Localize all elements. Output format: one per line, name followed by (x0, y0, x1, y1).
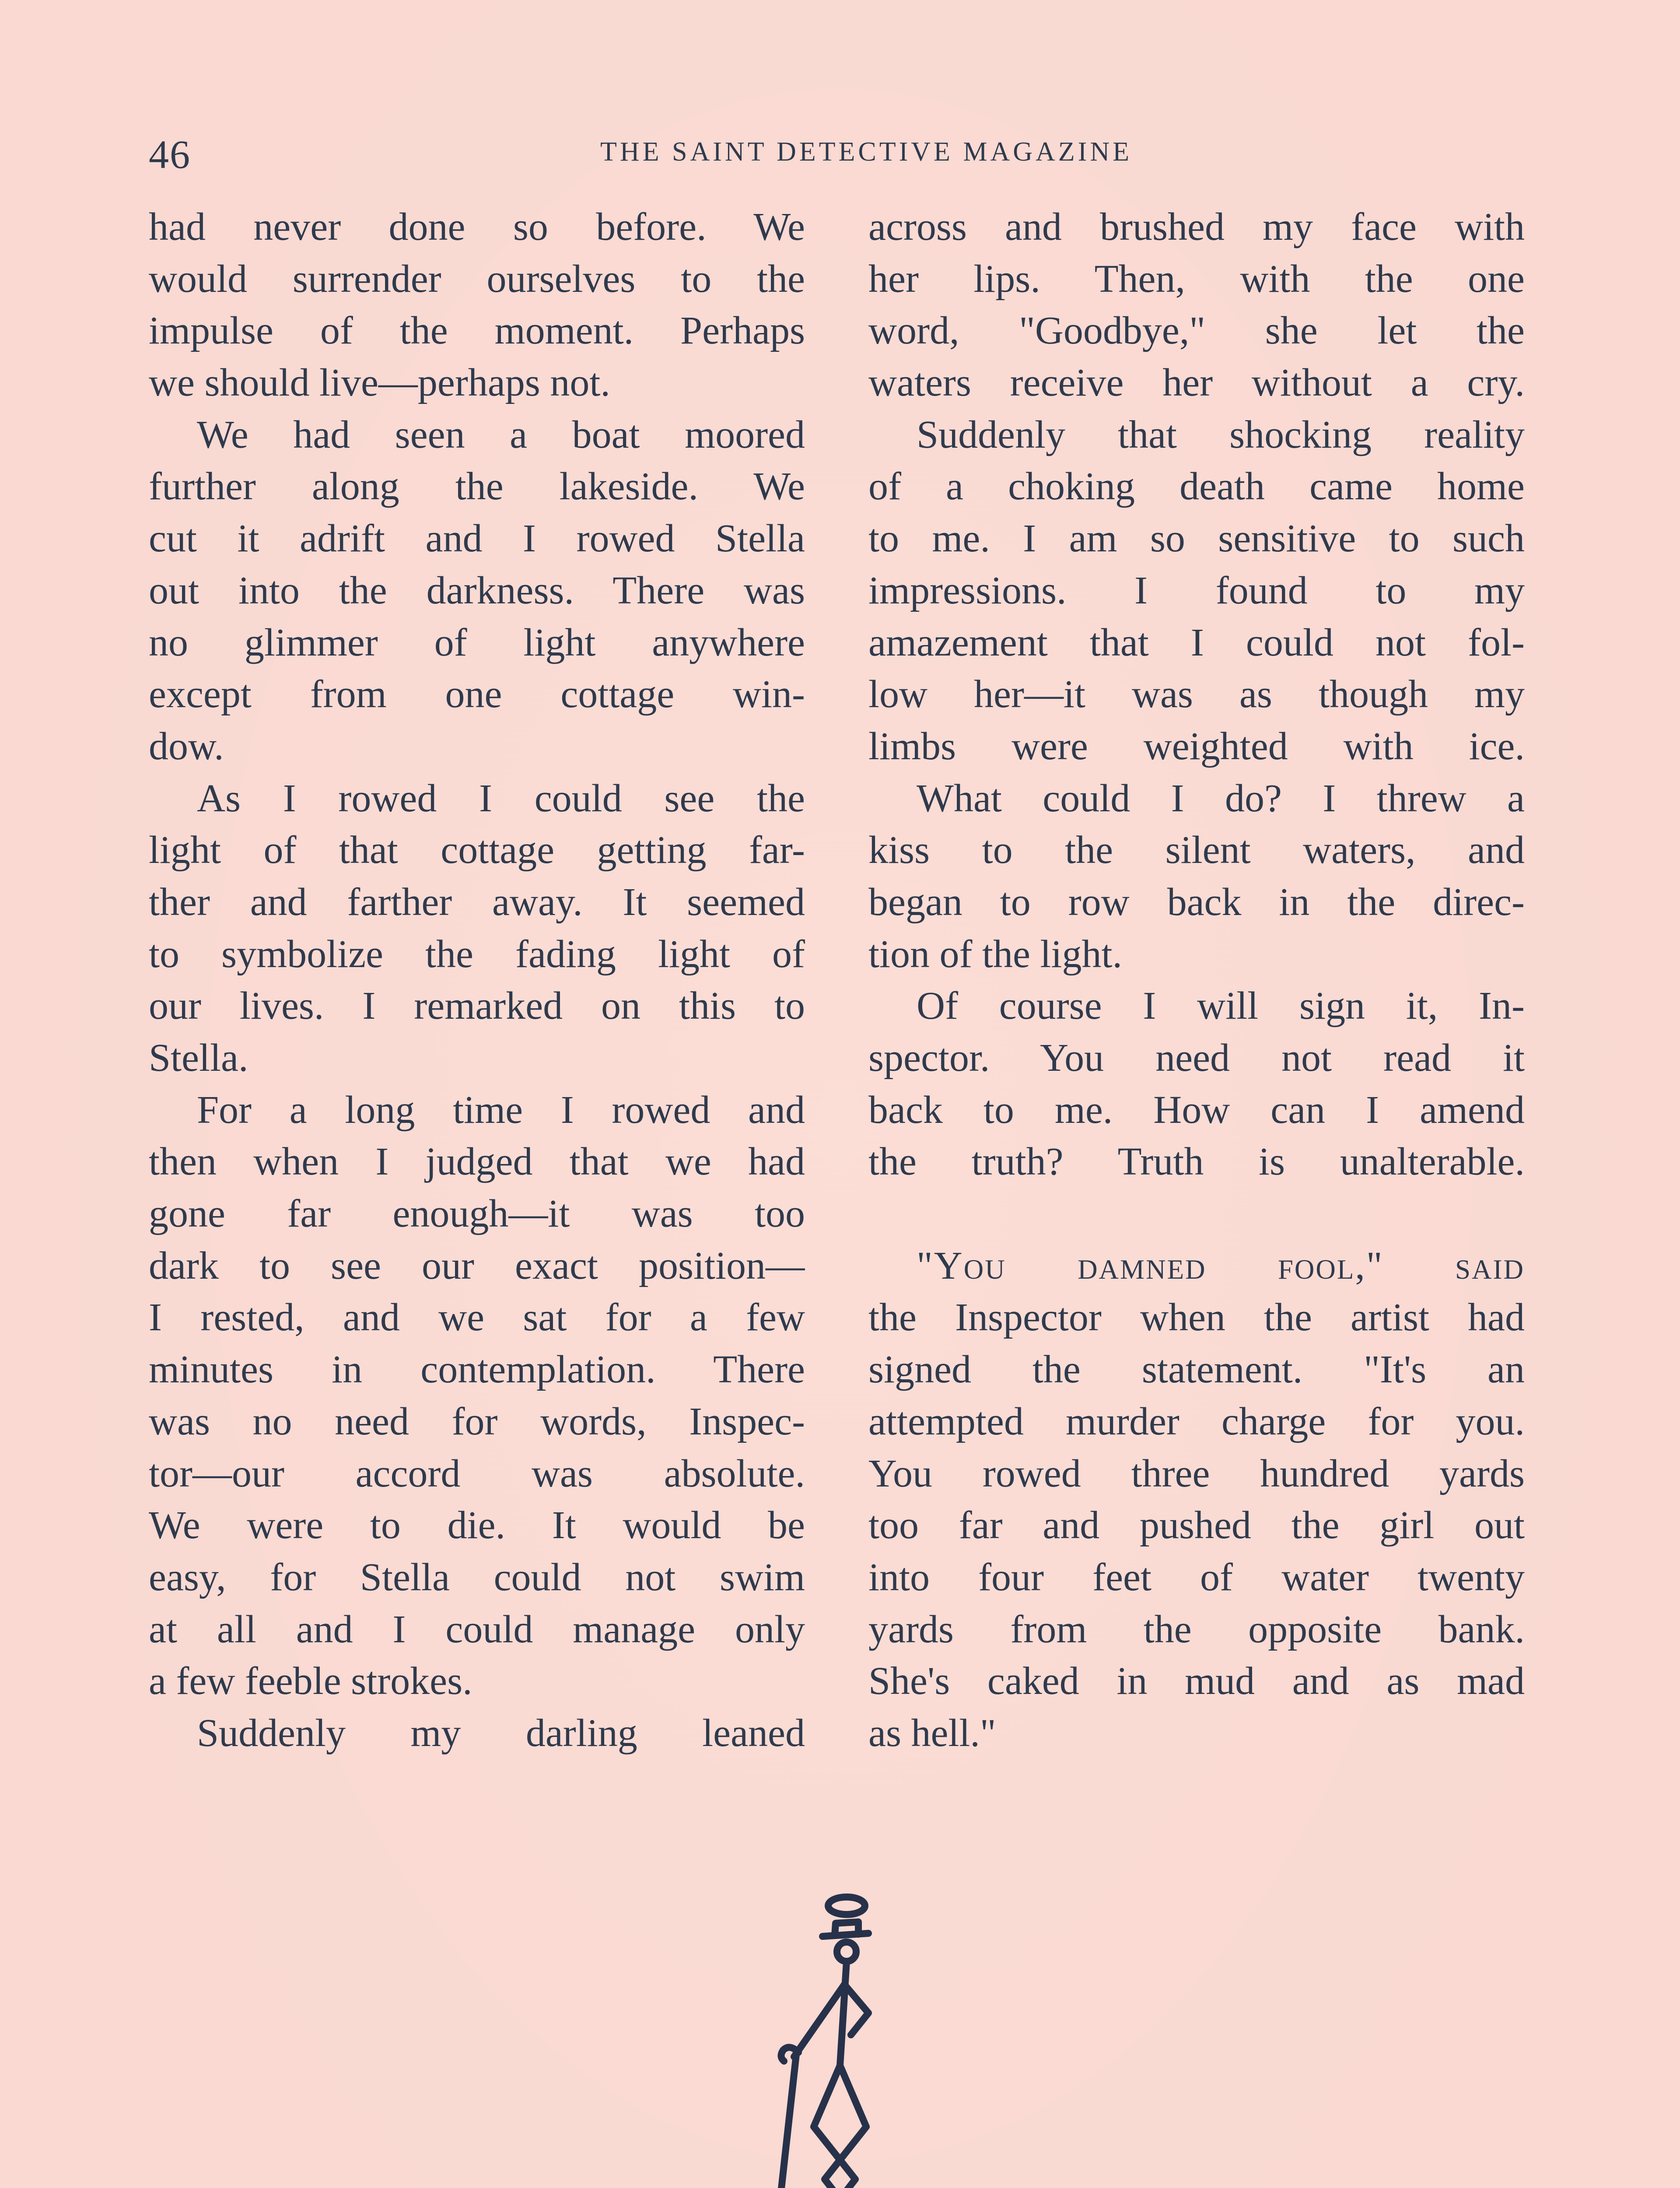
text-line: tion of the light. (868, 932, 1122, 976)
text-line: except from one cottage win- (149, 673, 805, 716)
text-line: Suddenly that shocking reality (917, 413, 1525, 456)
text-line: then when I judged that we had (149, 1140, 805, 1184)
text-line: gone far enough—it was too (149, 1192, 805, 1236)
text-line: began to row back in the direc- (868, 880, 1525, 924)
text-line: Suddenly my darling leaned (197, 1711, 805, 1755)
text-line: limbs were weighted with ice. (868, 724, 1525, 768)
text-line: our lives. I remarked on this to (149, 984, 805, 1028)
page-header (149, 131, 1531, 175)
text-line: You rowed three hundred yards (868, 1452, 1525, 1495)
text-line: attempted murder charge for you. (868, 1399, 1525, 1443)
text-line: "You damned fool," said (917, 1244, 1525, 1287)
text-line: light of that cottage getting far- (149, 828, 805, 872)
left-text-column (149, 201, 805, 1760)
text-line: kiss to the silent waters, and (868, 828, 1525, 872)
text-line: further along the lakeside. We (149, 465, 805, 508)
text-line: cut it adrift and I rowed Stella (149, 517, 805, 561)
right-text-column (868, 201, 1525, 1760)
text-line: impulse of the moment. Perhaps (149, 309, 805, 353)
text-line: no glimmer of light anywhere (149, 621, 805, 664)
page-number: 46 (149, 132, 191, 177)
text-line: into four feet of water twenty (868, 1555, 1525, 1599)
running-head: THE SAINT DETECTIVE MAGAZINE (600, 137, 1132, 167)
text-line: of a choking death came home (868, 465, 1525, 508)
text-line: ther and farther away. It seemed (149, 880, 805, 924)
text-line: impressions. I found to my (868, 568, 1525, 612)
text-line: minutes in contemplation. There (149, 1348, 805, 1392)
text-line: the Inspector when the artist had (868, 1296, 1525, 1339)
text-line: amazement that I could not fol- (868, 621, 1525, 664)
saint-stick-figure-icon (757, 1882, 914, 2188)
text-line: For a long time I rowed and (197, 1088, 805, 1132)
text-line: to me. I am so sensitive to such (868, 517, 1525, 561)
text-line: low her—it was as though my (868, 673, 1525, 716)
text-line: We had seen a boat moored (197, 413, 805, 456)
text-line: the truth? Truth is unalterable. (868, 1140, 1525, 1184)
text-line: as hell." (868, 1711, 996, 1755)
text-line: out into the darkness. There was (149, 568, 805, 612)
text-line: word, "Goodbye," she let the (868, 309, 1525, 353)
text-line: Stella. (149, 1036, 248, 1080)
text-line: to symbolize the fading light of (149, 932, 805, 976)
text-line: easy, for Stella could not swim (149, 1555, 805, 1599)
text-line: spector. You need not read it (868, 1036, 1525, 1080)
text-line: her lips. Then, with the one (868, 257, 1525, 301)
text-line: As I rowed I could see the (197, 776, 805, 820)
text-line: She's caked in mud and as mad (868, 1659, 1525, 1703)
text-line: too far and pushed the girl out (868, 1504, 1525, 1547)
text-line: dow. (149, 724, 224, 768)
text-line: Of course I will sign it, In- (917, 984, 1525, 1028)
text-line: a few feeble strokes. (149, 1659, 472, 1703)
text-line: signed the statement. "It's an (868, 1348, 1525, 1392)
text-line: What could I do? I threw a (917, 776, 1525, 820)
text-line: yards from the opposite bank. (868, 1607, 1525, 1651)
text-line: dark to see our exact position— (149, 1244, 805, 1287)
text-line: I rested, and we sat for a few (149, 1296, 805, 1339)
text-line: we should live—perhaps not. (149, 361, 610, 405)
text-line: We were to die. It would be (149, 1504, 805, 1547)
text-line: at all and I could manage only (149, 1607, 805, 1651)
text-line: across and brushed my face with (868, 205, 1525, 249)
text-line: tor—our accord was absolute. (149, 1452, 805, 1495)
text-line: was no need for words, Inspec- (149, 1399, 805, 1443)
text-line: waters receive her without a cry. (868, 361, 1525, 405)
text-line (868, 1188, 1525, 1240)
text-line: would surrender ourselves to the (149, 257, 805, 301)
text-line: had never done so before. We (149, 205, 805, 249)
text-line: back to me. How can I amend (868, 1088, 1525, 1132)
